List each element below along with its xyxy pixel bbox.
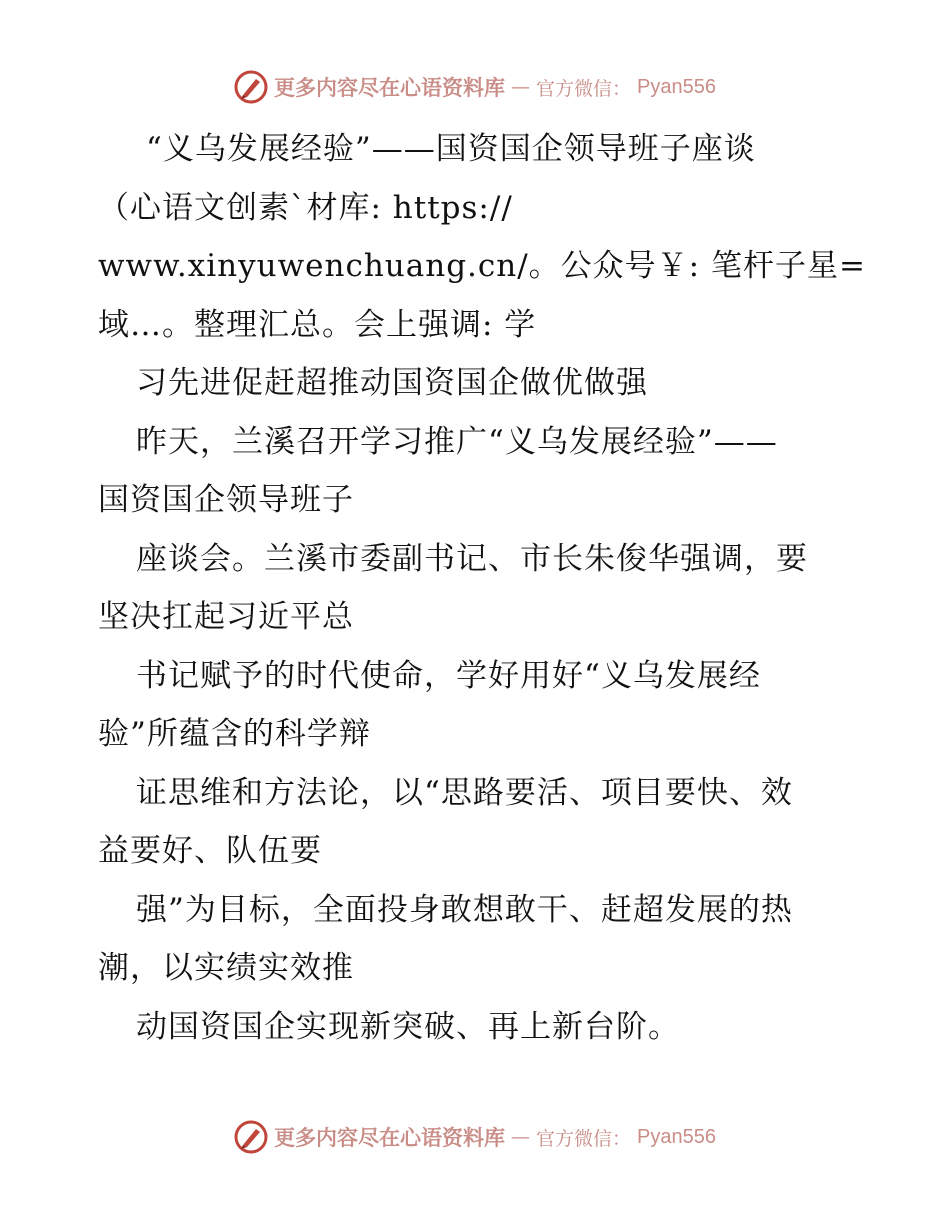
watermark-wechat-id: Pyan556 (637, 1125, 716, 1148)
text-line: www.xinyuwenchuang.cn/。公众号￥: 笔杆子星= (98, 248, 866, 284)
text-line: 动国资国企实现新突破、再上新台阶。 (136, 1008, 680, 1045)
watermark-wechat-id: Pyan556 (637, 75, 716, 98)
watermark-label: 官方微信： (536, 1127, 632, 1150)
watermark-dash: — (511, 1126, 530, 1148)
document-title: “义乌发展经验”——国资国企领导班子座谈 (146, 131, 756, 167)
text-line: 益要好、队伍要 (98, 833, 322, 869)
text-line: （心语文创素`材库: https:// (98, 189, 513, 226)
text-line: 验”所蕴含的科学辩 (98, 716, 371, 752)
footer-watermark (0, 1120, 950, 1154)
text-line: 潮，以实绩实效推 (98, 950, 354, 986)
text-line: 习先进促赶超推动国资国企做优做强 (136, 365, 648, 401)
pen-logo-icon (234, 1120, 268, 1154)
text-line: 坚决扛起习近平总 (98, 599, 354, 635)
text-line: 强”为目标，全面投身敢想敢干、赶超发展的热 (136, 891, 793, 928)
text-line: 书记赋予的时代使命，学好用好“义乌发展经 (136, 657, 761, 694)
text-line: 国资国企领导班子 (98, 482, 354, 518)
watermark-label: 官方微信： (536, 77, 632, 100)
text-line: 证思维和方法论，以“思路要活、项目要快、效 (136, 774, 793, 811)
text-line: 域…。整理汇总。会上强调: 学 (98, 306, 537, 343)
watermark-brand: 更多内容尽在心语资料库 (274, 75, 505, 100)
text-line: 座谈会。兰溪市委副书记、市长朱俊华强调，要 (136, 540, 808, 577)
text-line: 昨天，兰溪召开学习推广“义乌发展经验”—— (136, 423, 778, 460)
header-watermark (0, 70, 950, 104)
watermark-dash: — (511, 76, 530, 98)
pen-logo-icon (234, 70, 268, 104)
watermark-brand: 更多内容尽在心语资料库 (274, 1125, 505, 1150)
document-body (98, 120, 866, 1056)
